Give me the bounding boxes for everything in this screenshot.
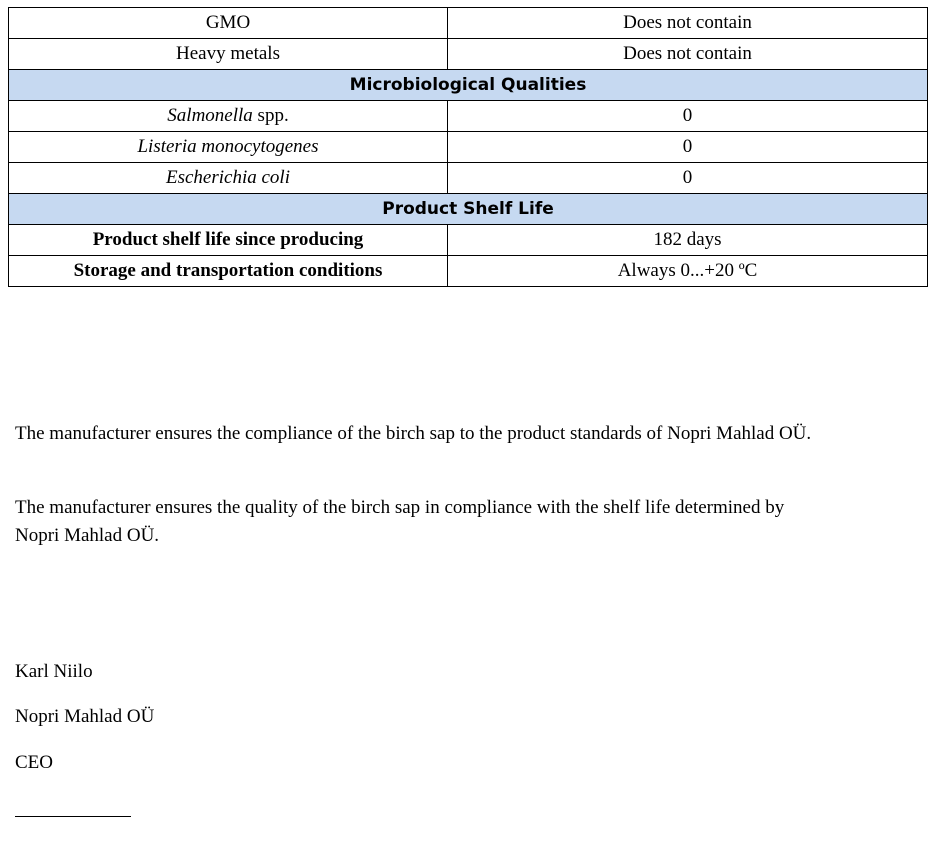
row-label-ecoli <box>9 163 448 194</box>
row-label-shelf-life: Product shelf life since producing <box>9 225 448 256</box>
section-title-microbiological: Microbiological Qualities <box>9 70 928 101</box>
organism-name: Listeria monocytogenes <box>137 136 319 157</box>
row-value-storage: Always 0...+20 ºC <box>448 256 928 287</box>
row-label-storage: Storage and transportation conditions <box>9 256 448 287</box>
table-row <box>9 132 928 163</box>
signatory-name: Karl Niilo <box>15 661 93 682</box>
row-label-gmo: GMO <box>9 8 448 39</box>
signatory-company: Nopri Mahlad OÜ <box>15 706 155 727</box>
row-label-listeria <box>9 132 448 163</box>
table-row <box>9 163 928 194</box>
section-header-row <box>9 70 928 101</box>
row-value-heavy-metals: Does not contain <box>448 39 928 70</box>
product-spec-table <box>8 7 928 287</box>
organism-name: Escherichia coli <box>166 167 290 188</box>
row-value-shelf-life: 182 days <box>448 225 928 256</box>
section-title-shelf-life: Product Shelf Life <box>9 194 928 225</box>
compliance-paragraph: The manufacturer ensures the compliance of the birch sap to the product standards of Nopri Mahlad OÜ. <box>15 423 812 444</box>
row-label-salmonella <box>9 101 448 132</box>
signature-line <box>15 816 131 817</box>
row-label-heavy-metals: Heavy metals <box>9 39 448 70</box>
row-value-salmonella: 0 <box>448 101 928 132</box>
organism-name: Salmonella <box>167 105 253 126</box>
organism-suffix: spp. <box>252 105 289 126</box>
quality-paragraph: The manufacturer ensures the quality of the birch sap in compliance with the shelf life determined by Nopri Mahlad OÜ. <box>15 497 785 546</box>
table-row <box>9 225 928 256</box>
table-row <box>9 101 928 132</box>
table-row <box>9 256 928 287</box>
table-row <box>9 39 928 70</box>
table-row <box>9 8 928 39</box>
row-value-ecoli: 0 <box>448 163 928 194</box>
row-value-listeria: 0 <box>448 132 928 163</box>
signatory-title: CEO <box>15 752 53 773</box>
section-header-row <box>9 194 928 225</box>
row-value-gmo: Does not contain <box>448 8 928 39</box>
